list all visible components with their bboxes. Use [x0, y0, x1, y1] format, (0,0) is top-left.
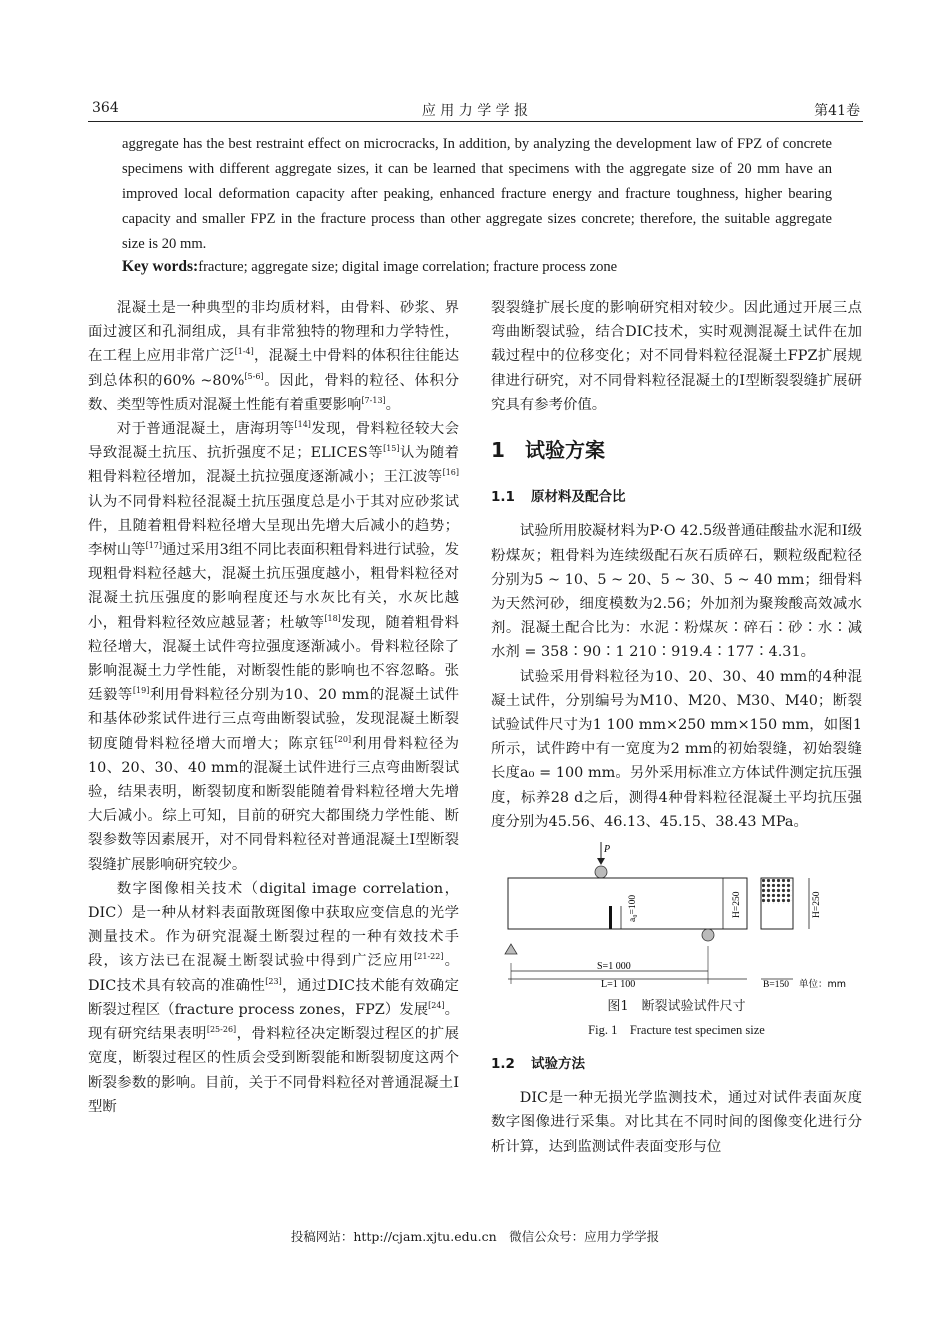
citation: [16]	[442, 468, 459, 478]
citation: [15]	[383, 444, 400, 454]
section-heading-1-2: 1.2 试验方法	[491, 1056, 585, 1073]
citation: [20]	[334, 734, 352, 744]
paragraph-materials: 试验所用胶凝材料为P·O 42.5级普通硅酸盐水泥和Ⅰ级粉煤灰；粗骨料为连续级配石灰石质碎石，颗粒级配粒径分别为5 ~ 10、5 ~ 20、5 ~ 30、5 ~ 40 mm；细骨料为天然河砂，细度模数为2.56；外加剂为聚羧酸高效减水剂。混凝土配合比为：水泥∶粉煤灰∶碎石∶砂∶水∶减水剂 = 358∶90∶1 210∶919.4∶177∶4.31。	[491, 523, 862, 661]
citation: [23]	[265, 976, 282, 986]
section-heading-1: 1 试验方案	[491, 438, 605, 463]
citation: [18]	[324, 613, 341, 623]
right-support	[702, 929, 714, 941]
paragraph-specimens: 试验采用骨料粒径为10、20、30、40 mm的4种混凝土试件，分别编号为M10、M20、M30、M40；断裂试验试件尺寸为1 100 mm×250 mm×150 mm，如图1所示，试件跨中有一宽度为2 mm的初始裂缝，初始裂缝长度a₀ = 100 mm。另外采用标准立方体试件测定抗压强度，标养28 d之后，测得4种骨料粒径混凝土平均抗压强度分别为45.56、46.13、45.15、38.43 MPa。	[491, 668, 862, 830]
journal-title: 应 用 力 学 学 报	[421, 103, 529, 119]
citation: [5-6]	[244, 371, 264, 381]
paragraph-literature: 对于普通混凝土，唐海玥等[14]发现，骨料粒径较大会导致混凝土抗压、抗折强度不足；ELICES等[15]认为随着粗骨料粒径增加，混凝土抗拉强度逐渐减小；王江波等[16]认为不同骨料粒径混凝土抗压强度总是小于其对应砂浆试件，且随着粗骨料粒径增大呈现出先增大后减小的趋势；李树山等[17]通过采用3组不同比表面积粗骨料进行试验，发现粗骨料粒径越大，混凝土抗压强度越小，粗骨料粒径对混凝土抗压强度的影响程度还与水灰比有关，水灰比越小，粗骨料粒径效应越显著；杜敏等[18]发现，随着粗骨料粒径增大，混凝土试件弯拉强度逐渐减小。骨料粒径除了影响混凝土力学性能，对断裂性能的影响也不容忽略。张廷毅等[19]利用骨料粒径分别为10、20 mm的混凝土试件和基体砂浆试件进行三点弯曲断裂试验，发现混凝土断裂韧度随骨料粒径增大而增大；陈京钰[20]利用骨料粒径为10、20、30、40 mm的混凝土试件进行三点弯曲断裂试验，结果表明，断裂韧度和断裂能随着骨料粒径增大先增大后减小。综上可知，目前的研究大都围绕力学性能、断裂参数等因素展开，对不同骨料粒径对普通混凝土Ⅰ型断裂裂缝扩展影响研究较少。	[88, 420, 459, 873]
citation: [25-26]	[206, 1025, 237, 1035]
span-label: S=1 000	[597, 961, 631, 973]
citation: [17]	[145, 541, 162, 551]
initial-crack	[609, 906, 612, 929]
figure-caption-cn: 图1 断裂试验试件尺寸	[607, 999, 746, 1015]
unit-label: 单位：mm	[799, 979, 847, 991]
citation: [19]	[132, 686, 150, 696]
left-column	[88, 296, 459, 1119]
figure-1	[491, 838, 862, 1086]
height-label-section: H=250	[812, 891, 822, 919]
height-label: H=250	[732, 891, 742, 919]
load-roller	[595, 866, 607, 878]
page-footer: 投稿网站：http://cjam.xjtu.edu.cn 微信公众号：应用力学学报	[290, 1229, 660, 1244]
crack-label: a₀=100	[628, 894, 638, 923]
citation: [24]	[428, 1000, 445, 1010]
page-number: 364	[92, 100, 119, 116]
keywords-label: Key words:	[122, 258, 199, 275]
paragraph-dic: 数字图像相关技术（digital image correlation，DIC）是一种从材料表面散斑图像中获取应变信息的光学测量技术。作为研究混凝土断裂过程的一种有效技术手段，该方法已在混凝土断裂试验中得到广泛应用[21-22]。DIC技术具有较高的准确性[23]，通过DIC技术能有效确定断裂过程区（fracture process zones，FPZ）发展[24]。现有研究结果表明[25-26]，骨料粒径决定断裂过程区的扩展宽度，断裂过程区的性质会受到断裂能和断裂韧度这两个断裂参数的影响。目前，关于不同骨料粒径对普通混凝土Ⅰ型断	[88, 880, 460, 1115]
length-label: L=1 100	[601, 979, 636, 991]
paragraph-method: DIC是一种无损光学监测技术，通过对试件表面灰度数字图像进行采集。对比其在不同时间的图像变化进行分析计算，达到监测试件表面变形与位	[491, 1090, 862, 1155]
speckle-pattern	[762, 879, 792, 904]
left-support	[505, 944, 517, 954]
citation: [21-22]	[414, 952, 444, 962]
abstract-tail: aggregate has the best restraint effect on microcracks, In addition, by analyzing the development law of FPZ of concrete specimens with different aggregate sizes, it can be learned that specimens with the aggregate size of 20 mm have an improved local deformation capacity after peaking, enhanced fracture energy and fracture toughness, higher bearing capacity and smaller FPZ in the fracture process than other aggregate sizes concrete; therefore, the suitable aggregate size is 20 mm.	[122, 136, 832, 252]
figure-caption-en: Fig. 1 Fracture test specimen size	[588, 1023, 765, 1038]
header-rule	[88, 121, 863, 122]
right-column	[491, 296, 862, 1159]
width-label: B=150	[763, 980, 789, 991]
paragraph-continued: 裂裂缝扩展长度的影响研究相对较少。因此通过开展三点弯曲断裂试验，结合DIC技术，实时观测混凝土试件在加载过程中的位移变化；对不同骨料粒径混凝土FPZ扩展规律进行研究，对不同骨料粒径混凝土的Ⅰ型断裂裂缝扩展研究具有参考价值。	[491, 300, 862, 413]
paragraph-intro: 混凝土是一种典型的非均质材料，由骨料、砂浆、界面过渡区和孔洞组成，具有非常独特的物理和力学特性，在工程上应用非常广泛[1-4]，混凝土中骨料的体积往往能达到总体积的60% ~80%[5-6]。因此，骨料的粒径、体积分数、类型等性质对混凝土性能有着重要影响[7-13]。	[88, 300, 459, 413]
citation: [7-13]	[361, 395, 386, 405]
keywords-text: fracture; aggregate size; digital image correlation; fracture process zone	[198, 259, 618, 275]
citation: [1-4]	[234, 347, 254, 357]
citation: [14]	[294, 420, 311, 430]
section-heading-1-1: 1.1 原材料及配合比	[491, 489, 626, 506]
keywords	[122, 258, 617, 276]
load-label: P	[604, 844, 611, 856]
volume-label: 第41卷	[814, 103, 860, 119]
